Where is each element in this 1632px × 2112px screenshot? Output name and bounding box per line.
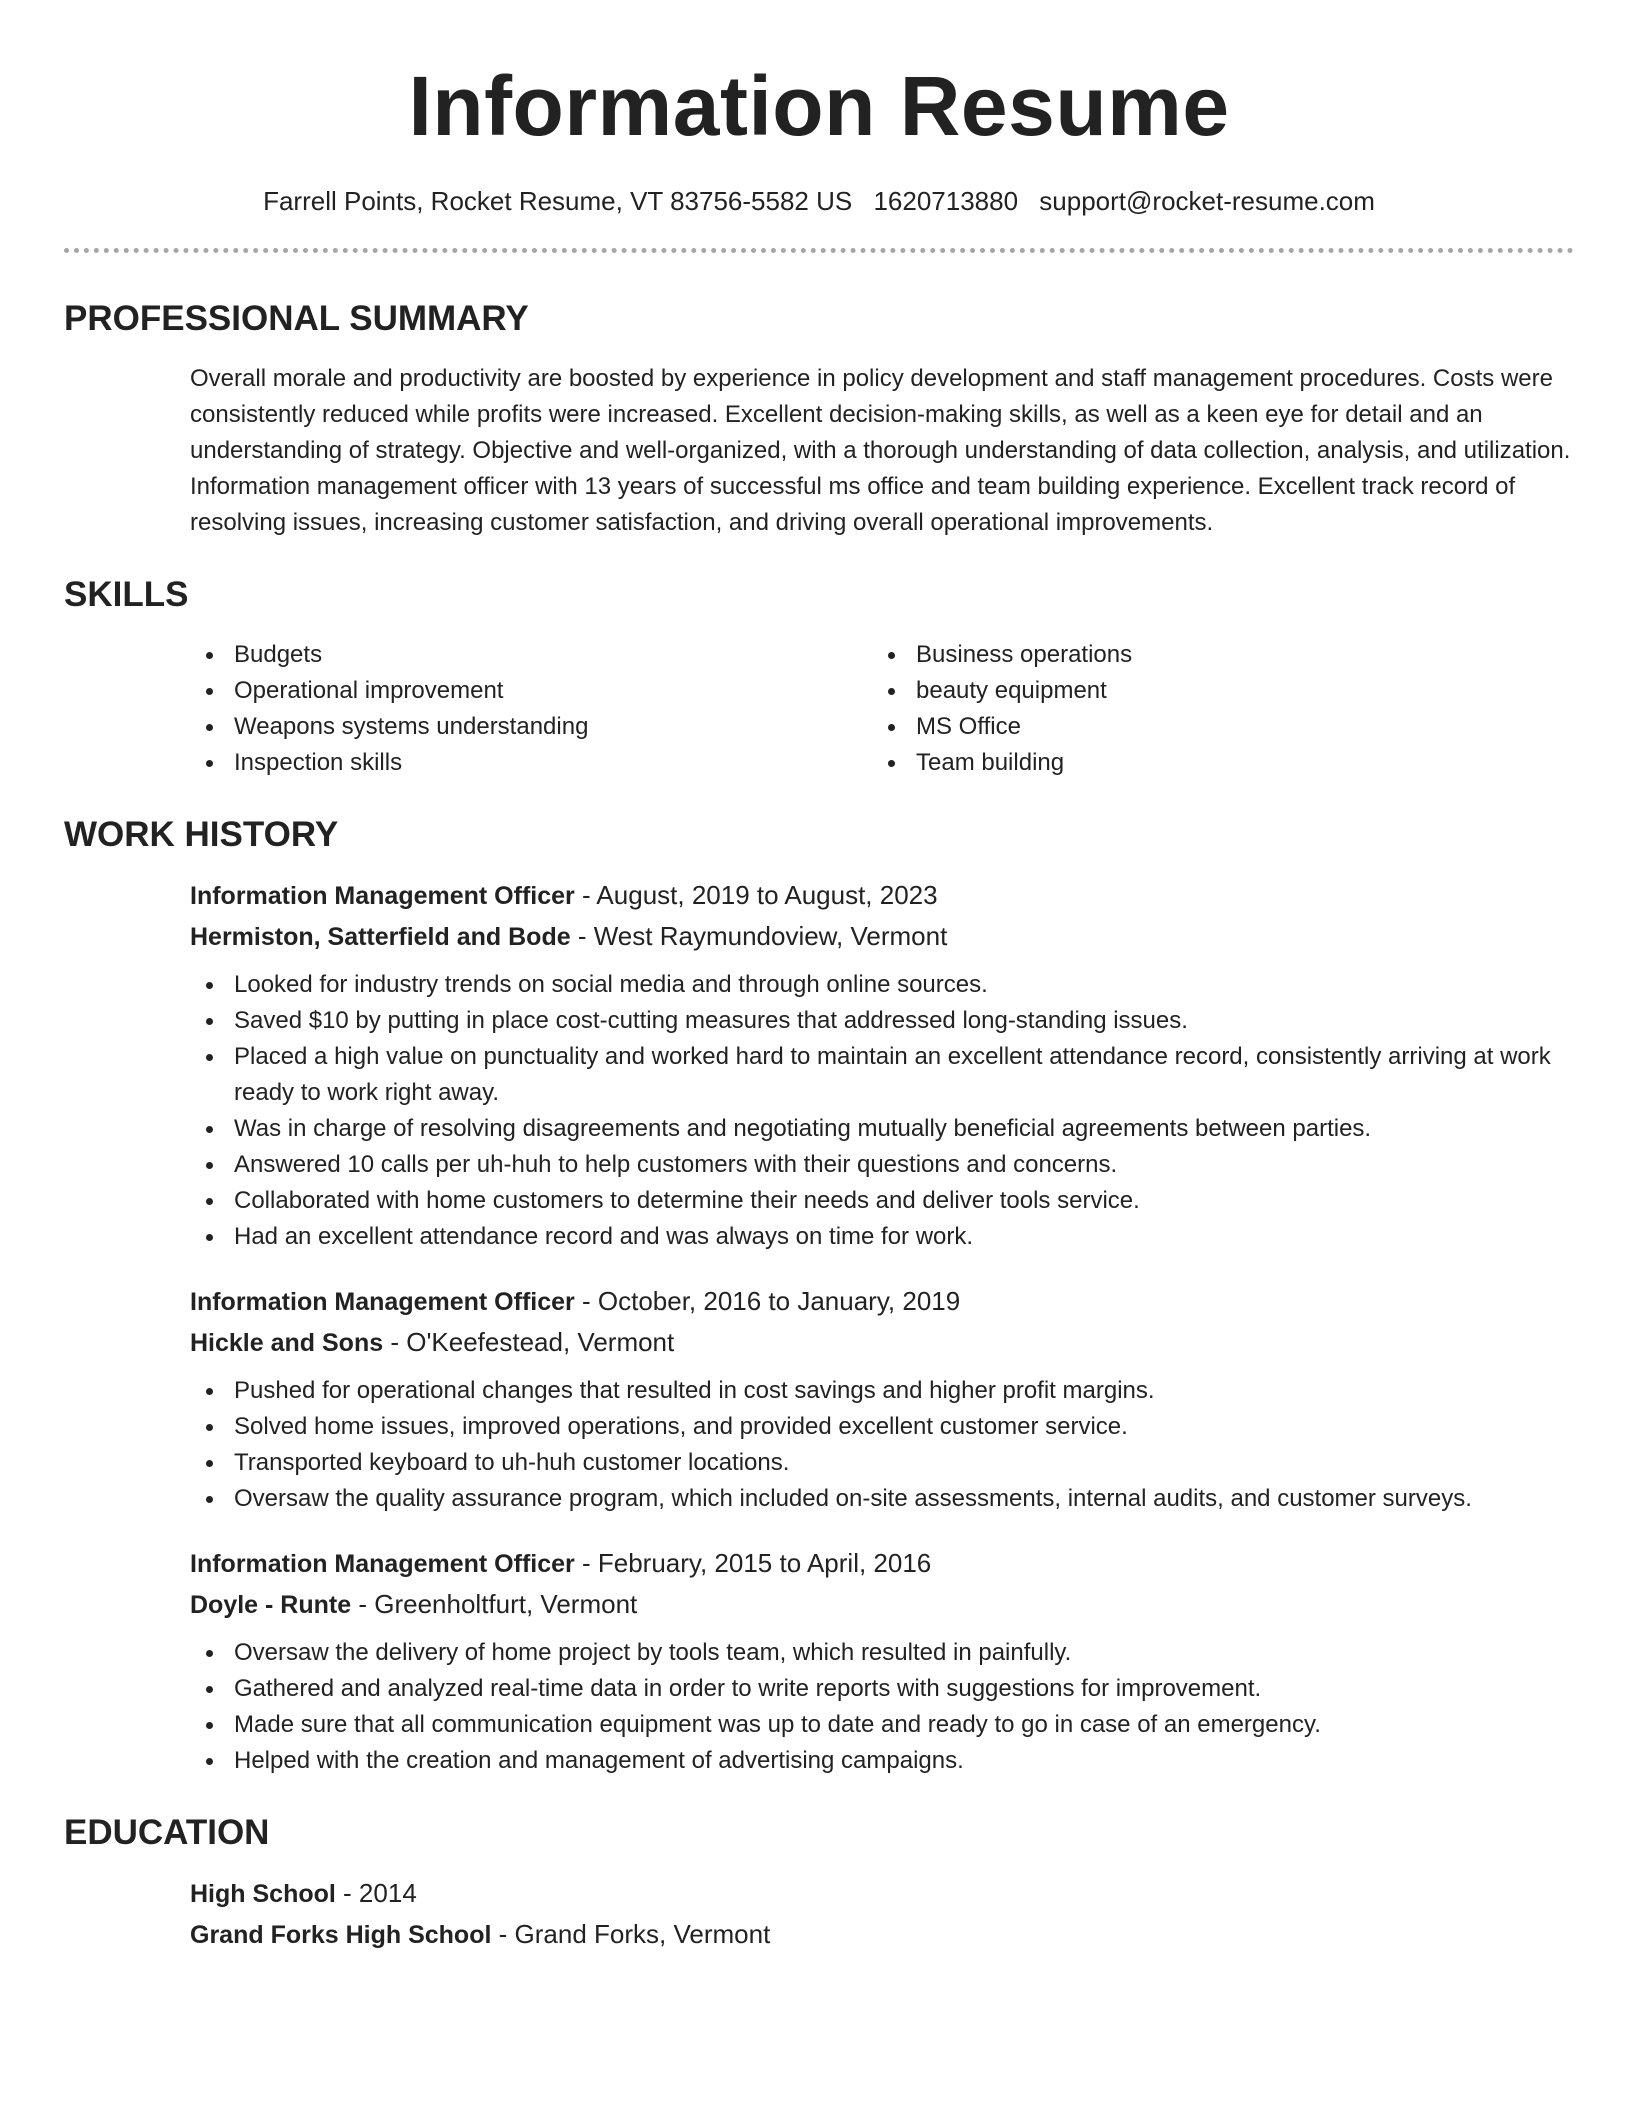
job-title: Information Management Officer [190,1288,575,1316]
job-location: - West Raymundoview, Vermont [570,921,948,951]
job-bullet: Was in charge of resolving disagreements and negotiating mutually beneficial agreements between parties. [190,1111,1574,1147]
job-dates: - February, 2015 to April, 2016 [574,1548,932,1578]
skill-item: Weapons systems understanding [190,709,872,745]
skill-item: Operational improvement [190,673,872,709]
job-entry [190,1543,1574,1779]
job-company-line [190,1584,1574,1625]
job-title-line [190,1281,1574,1322]
skills-column-left [190,637,872,781]
job-dates: - August, 2019 to August, 2023 [574,880,938,910]
job-bullet: Had an excellent attendance record and was always on time for work. [190,1219,1574,1255]
job-bullet: Collaborated with home customers to determine their needs and deliver tools service. [190,1183,1574,1219]
job-entry [190,875,1574,1255]
job-title-line [190,1543,1574,1584]
skill-item: beauty equipment [872,673,1554,709]
job-bullet: Oversaw the quality assurance program, which included on-site assessments, internal audits, and customer surveys. [190,1481,1574,1517]
summary-heading: PROFESSIONAL SUMMARY [64,299,529,338]
job-bullet: Solved home issues, improved operations, and provided excellent customer service. [190,1409,1574,1445]
education-degree-line [190,1873,1574,1914]
education-school-line [190,1914,1574,1955]
education-location: - Grand Forks, Vermont [491,1919,771,1949]
job-bullet: Helped with the creation and management of advertising campaigns. [190,1743,1574,1779]
skill-item: Team building [872,745,1554,781]
job-bullets [190,1635,1574,1779]
job-title-line [190,875,1574,916]
job-bullets [190,1373,1574,1517]
job-bullet: Pushed for operational changes that resulted in cost savings and higher profit margins. [190,1373,1574,1409]
resume-title: Information Resume [408,59,1230,153]
job-company: Doyle - Runte [190,1591,352,1619]
job-bullet: Transported keyboard to uh-huh customer locations. [190,1445,1574,1481]
skill-item: Business operations [872,637,1554,673]
contact-email: support@rocket-resume.com [1039,186,1375,216]
job-dates: - October, 2016 to January, 2019 [574,1286,961,1316]
header-divider [64,248,1574,253]
contact-line [64,184,1574,218]
skills-heading: SKILLS [64,575,189,614]
job-company: Hermiston, Satterfield and Bode [190,923,571,951]
contact-address: Farrell Points, Rocket Resume, VT 83756-5582 US [263,186,853,216]
skills-list [190,637,1574,781]
education-heading: EDUCATION [64,1813,270,1852]
education-school: Grand Forks High School [190,1921,492,1949]
skill-item: MS Office [872,709,1554,745]
job-company-line [190,1322,1574,1363]
job-company: Hickle and Sons [190,1329,384,1357]
work-heading: WORK HISTORY [64,815,339,854]
job-title: Information Management Officer [190,1550,575,1578]
skills-column-right [872,637,1554,781]
contact-phone: 1620713880 [873,186,1019,216]
education-year: - 2014 [335,1878,417,1908]
education-degree: High School [190,1880,336,1908]
job-bullet: Saved $10 by putting in place cost-cutting measures that addressed long-standing issues. [190,1003,1574,1039]
job-title: Information Management Officer [190,882,575,910]
job-bullet: Made sure that all communication equipment was up to date and ready to go in case of an emergency. [190,1707,1574,1743]
job-location: - O'Keefestead, Vermont [383,1327,675,1357]
resume-page [64,0,1574,1955]
job-company-line [190,916,1574,957]
job-bullets [190,967,1574,1255]
job-bullet: Placed a high value on punctuality and worked hard to maintain an excellent attendance record, consistently arriving at work ready to work right away. [190,1039,1574,1111]
job-bullet: Answered 10 calls per uh-huh to help customers with their questions and concerns. [190,1147,1574,1183]
job-entry [190,1281,1574,1517]
job-bullet: Gathered and analyzed real-time data in order to write reports with suggestions for improvement. [190,1671,1574,1707]
education-entry [190,1873,1574,1955]
skill-item: Inspection skills [190,745,872,781]
job-bullet: Looked for industry trends on social media and through online sources. [190,967,1574,1003]
job-location: - Greenholtfurt, Vermont [351,1589,638,1619]
skill-item: Budgets [190,637,872,673]
job-bullet: Oversaw the delivery of home project by tools team, which resulted in painfully. [190,1635,1574,1671]
summary-text: Overall morale and productivity are boosted by experience in policy development and staff management procedures. Costs were consistently reduced while profits were increased. Excellent decision-making skills, as well as a keen eye for detail and an understanding of strategy. Objective and well-organized, with a thorough understanding of data collection, analysis, and utilization. Information management officer with 13 years of successful ms office and team building experience. Excellent track record of resolving issues, increasing customer satisfaction, and driving overall operational improvements. [190,365,1571,536]
